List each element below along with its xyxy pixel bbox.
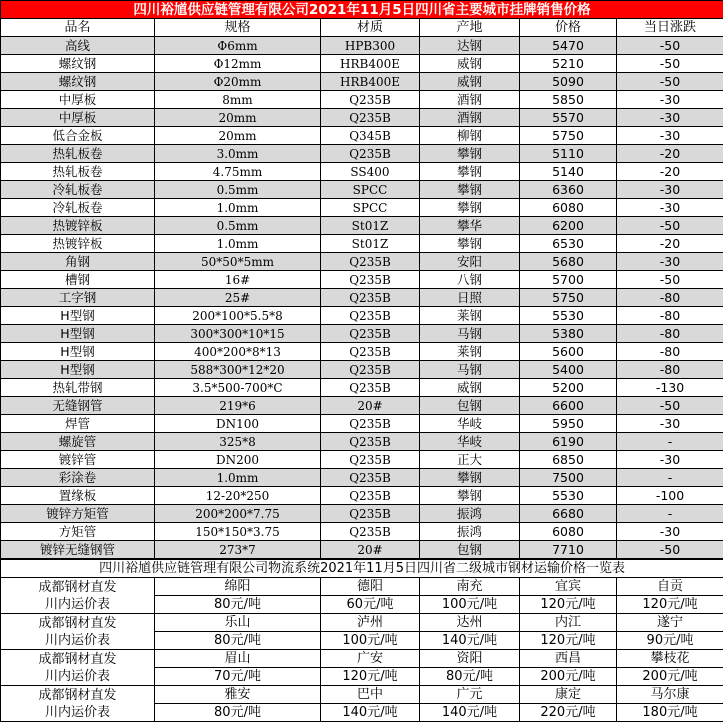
freight-price: 140元/吨 (420, 632, 520, 650)
table-cell: 219*6 (155, 397, 321, 415)
header-cell: 产地 (420, 19, 520, 37)
table-cell: 50*50*5mm (155, 253, 321, 271)
table-cell: 0.5mm (155, 217, 321, 235)
table-cell: 5210 (520, 55, 617, 73)
freight-price: 80元/吨 (155, 596, 321, 614)
table-cell: Φ6mm (155, 37, 321, 55)
table-cell: -30 (617, 181, 723, 199)
table-cell: HRB400E (321, 55, 420, 73)
freight-label-line1: 成都钢材直发 (1, 651, 154, 668)
table-cell: 酒钢 (420, 91, 520, 109)
table-cell: H型钢 (1, 325, 155, 343)
table-cell: - (617, 505, 723, 523)
table-cell: 振鸿 (420, 505, 520, 523)
table-cell: 低合金板 (1, 127, 155, 145)
freight-city: 内江 (520, 614, 617, 632)
table-cell: 6360 (520, 181, 617, 199)
table-cell: Q235B (321, 271, 420, 289)
table-cell: Q235B (321, 109, 420, 127)
freight-city: 康定 (520, 686, 617, 704)
table-cell: 威钢 (420, 73, 520, 91)
table-cell: -30 (617, 109, 723, 127)
table-cell: -30 (617, 523, 723, 541)
table-cell: 攀钢 (420, 487, 520, 505)
table-cell: 273*7 (155, 541, 321, 559)
table-row (1, 271, 723, 289)
freight-price: 180元/吨 (617, 704, 723, 722)
table-cell: 5750 (520, 289, 617, 307)
table-cell: 柳钢 (420, 127, 520, 145)
table-cell: 25# (155, 289, 321, 307)
table-cell: -30 (617, 451, 723, 469)
header-cell: 品名 (1, 19, 155, 37)
table-cell: 16# (155, 271, 321, 289)
table-cell: 角钢 (1, 253, 155, 271)
table-cell: 日照 (420, 289, 520, 307)
table-cell: 彩涂卷 (1, 469, 155, 487)
table-cell: 200*200*7.75 (155, 505, 321, 523)
table-row (1, 307, 723, 325)
table-row (1, 415, 723, 433)
table-cell: 攀钢 (420, 235, 520, 253)
table-cell: -130 (617, 379, 723, 397)
table-cell: 4.75mm (155, 163, 321, 181)
table-cell: 莱钢 (420, 343, 520, 361)
table-row (1, 397, 723, 415)
freight-city: 雅安 (155, 686, 321, 704)
header-cell: 当日涨跌 (617, 19, 723, 37)
table-cell: DN200 (155, 451, 321, 469)
freight-row-label (1, 686, 155, 722)
freight-city: 自贡 (617, 578, 723, 596)
freight-city-row (1, 686, 723, 704)
table-cell: 攀钢 (420, 145, 520, 163)
freight-price: 140元/吨 (321, 704, 420, 722)
freight-label-line1: 成都钢材直发 (1, 615, 154, 632)
table-cell: 6850 (520, 451, 617, 469)
freight-price: 80元/吨 (420, 668, 520, 686)
freight-price: 80元/吨 (155, 632, 321, 650)
table-cell: 6200 (520, 217, 617, 235)
table-cell: 588*300*12*20 (155, 361, 321, 379)
table-cell: 5110 (520, 145, 617, 163)
table-cell: HPB300 (321, 37, 420, 55)
table-cell: 5850 (520, 91, 617, 109)
table-cell: -20 (617, 235, 723, 253)
table-cell: SS400 (321, 163, 420, 181)
table-cell: -50 (617, 271, 723, 289)
freight-city: 眉山 (155, 650, 321, 668)
table-cell: 5530 (520, 307, 617, 325)
table-row (1, 541, 723, 559)
table-cell: 冷轧板卷 (1, 199, 155, 217)
table-row (1, 127, 723, 145)
table-cell: 6080 (520, 199, 617, 217)
table-cell: 8mm (155, 91, 321, 109)
table-cell: 5570 (520, 109, 617, 127)
table-cell: 6680 (520, 505, 617, 523)
table-cell: Q235B (321, 145, 420, 163)
header-cell: 材质 (321, 19, 420, 37)
table-cell: Q235B (321, 253, 420, 271)
table-cell: -50 (617, 217, 723, 235)
table-cell: -80 (617, 289, 723, 307)
table-cell: Q235B (321, 523, 420, 541)
table-row (1, 325, 723, 343)
freight-label-line2: 川内运价表 (1, 668, 154, 685)
table-cell: 1.0mm (155, 469, 321, 487)
table-cell: 12-20*250 (155, 487, 321, 505)
table-cell: 6190 (520, 433, 617, 451)
table-cell: Q235B (321, 343, 420, 361)
table-cell: -100 (617, 487, 723, 505)
table-cell: Q235B (321, 451, 420, 469)
table-cell: 华岐 (420, 433, 520, 451)
table-cell: 5200 (520, 379, 617, 397)
freight-city: 资阳 (420, 650, 520, 668)
table-cell: Q235B (321, 91, 420, 109)
freight-city: 遂宁 (617, 614, 723, 632)
table-cell: Q235B (321, 415, 420, 433)
table-row (1, 145, 723, 163)
freight-price: 200元/吨 (617, 668, 723, 686)
table-cell: St01Z (321, 235, 420, 253)
table-row (1, 487, 723, 505)
table-cell: Q235B (321, 379, 420, 397)
table-cell: 325*8 (155, 433, 321, 451)
table-cell: Q235B (321, 307, 420, 325)
table-cell: 热轧板卷 (1, 145, 155, 163)
table-cell: 威钢 (420, 55, 520, 73)
freight-label-line2: 川内运价表 (1, 632, 154, 649)
table-cell: 20mm (155, 109, 321, 127)
table-cell: -30 (617, 253, 723, 271)
table-cell: 5950 (520, 415, 617, 433)
table-row (1, 505, 723, 523)
freight-city: 德阳 (321, 578, 420, 596)
table-row (1, 181, 723, 199)
table-cell: 200*100*5.5*8 (155, 307, 321, 325)
table-row (1, 163, 723, 181)
table-cell: 螺旋管 (1, 433, 155, 451)
table-cell: St01Z (321, 217, 420, 235)
table-row (1, 523, 723, 541)
table-cell: 焊管 (1, 415, 155, 433)
freight-table (0, 559, 723, 722)
table-cell: 威钢 (420, 379, 520, 397)
freight-city-row (1, 578, 723, 596)
table-cell: 槽钢 (1, 271, 155, 289)
table-cell: 镀锌无缝钢管 (1, 541, 155, 559)
freight-price: 220元/吨 (520, 704, 617, 722)
freight-city: 南充 (420, 578, 520, 596)
table-cell: 攀华 (420, 217, 520, 235)
table-cell: -50 (617, 397, 723, 415)
table-cell: 6600 (520, 397, 617, 415)
table-cell: H型钢 (1, 307, 155, 325)
table-cell: 5470 (520, 37, 617, 55)
freight-city: 绵阳 (155, 578, 321, 596)
table-cell: 5380 (520, 325, 617, 343)
freight-price: 90元/吨 (617, 632, 723, 650)
price-table-header (1, 19, 723, 37)
table-cell: 1.0mm (155, 199, 321, 217)
table-cell: -80 (617, 325, 723, 343)
table-cell: -20 (617, 145, 723, 163)
table-cell: 安阳 (420, 253, 520, 271)
table-cell: 20mm (155, 127, 321, 145)
table-cell: -80 (617, 343, 723, 361)
table-cell: 镀锌方矩管 (1, 505, 155, 523)
table-cell: 热镀锌板 (1, 217, 155, 235)
freight-price: 100元/吨 (420, 596, 520, 614)
table-cell: -30 (617, 199, 723, 217)
table-cell: 150*150*3.75 (155, 523, 321, 541)
table-cell: 1.0mm (155, 235, 321, 253)
table-cell: 5680 (520, 253, 617, 271)
header-cell: 规格 (155, 19, 321, 37)
table-cell: H型钢 (1, 343, 155, 361)
table-cell: 5750 (520, 127, 617, 145)
freight-city: 泸州 (321, 614, 420, 632)
table-cell: 达钢 (420, 37, 520, 55)
freight-price: 100元/吨 (321, 632, 420, 650)
table-cell: 热轧带钢 (1, 379, 155, 397)
table-cell: 3.5*500-700*C (155, 379, 321, 397)
freight-row-label (1, 614, 155, 650)
table-row (1, 73, 723, 91)
table-cell: 攀钢 (420, 181, 520, 199)
freight-price: 140元/吨 (420, 704, 520, 722)
table-cell: 酒钢 (420, 109, 520, 127)
table-cell: - (617, 433, 723, 451)
freight-label-line2: 川内运价表 (1, 596, 154, 613)
freight-price: 80元/吨 (155, 704, 321, 722)
table-row (1, 361, 723, 379)
table-cell: -50 (617, 541, 723, 559)
table-cell: -30 (617, 415, 723, 433)
table-row (1, 343, 723, 361)
table-row (1, 289, 723, 307)
freight-city-row (1, 614, 723, 632)
table-cell: 20# (321, 397, 420, 415)
table-cell: 中厚板 (1, 109, 155, 127)
table-cell: 攀钢 (420, 199, 520, 217)
freight-price: 200元/吨 (520, 668, 617, 686)
freight-city: 西昌 (520, 650, 617, 668)
table-cell: -20 (617, 163, 723, 181)
table-cell: 0.5mm (155, 181, 321, 199)
table-cell: 工字钢 (1, 289, 155, 307)
freight-label-line1: 成都钢材直发 (1, 687, 154, 704)
table-cell: Q345B (321, 127, 420, 145)
table-cell: Q235B (321, 469, 420, 487)
freight-price: 60元/吨 (321, 596, 420, 614)
table-cell: 5400 (520, 361, 617, 379)
freight-city: 乐山 (155, 614, 321, 632)
table-cell: HRB400E (321, 73, 420, 91)
table-row (1, 451, 723, 469)
table-row (1, 55, 723, 73)
table-cell: 马钢 (420, 325, 520, 343)
table-row (1, 217, 723, 235)
table-cell: 攀钢 (420, 469, 520, 487)
table-cell: 镀锌管 (1, 451, 155, 469)
table-cell: 高线 (1, 37, 155, 55)
price-table-title: 四川裕馗供应链管理有限公司2021年11月5日四川省主要城市挂牌销售价格 (1, 1, 723, 19)
table-cell: Q235B (321, 289, 420, 307)
freight-price: 120元/吨 (520, 596, 617, 614)
freight-city: 广安 (321, 650, 420, 668)
freight-price: 120元/吨 (617, 596, 723, 614)
freight-label-line2: 川内运价表 (1, 704, 154, 721)
table-cell: -50 (617, 55, 723, 73)
table-row (1, 235, 723, 253)
table-cell: 300*300*10*15 (155, 325, 321, 343)
freight-row-label (1, 650, 155, 686)
table-cell: Q235B (321, 505, 420, 523)
table-cell: 5090 (520, 73, 617, 91)
header-cell: 价格 (520, 19, 617, 37)
table-cell: 热镀锌板 (1, 235, 155, 253)
table-cell: 400*200*8*13 (155, 343, 321, 361)
table-cell: Q235B (321, 433, 420, 451)
table-cell: DN100 (155, 415, 321, 433)
table-cell: 无缝钢管 (1, 397, 155, 415)
table-cell: 冷轧板卷 (1, 181, 155, 199)
table-cell: Φ20mm (155, 73, 321, 91)
table-cell: 5600 (520, 343, 617, 361)
freight-row-label (1, 578, 155, 614)
table-row (1, 91, 723, 109)
freight-city: 宜宾 (520, 578, 617, 596)
table-cell: Φ12mm (155, 55, 321, 73)
table-cell: 6530 (520, 235, 617, 253)
table-cell: H型钢 (1, 361, 155, 379)
table-cell: 置缘板 (1, 487, 155, 505)
table-cell: 7710 (520, 541, 617, 559)
table-cell: - (617, 469, 723, 487)
table-cell: 热轧板卷 (1, 163, 155, 181)
table-cell: -50 (617, 73, 723, 91)
table-cell: 5530 (520, 487, 617, 505)
table-cell: 华岐 (420, 415, 520, 433)
table-cell: 方矩管 (1, 523, 155, 541)
table-cell: -80 (617, 307, 723, 325)
table-row (1, 433, 723, 451)
table-row (1, 37, 723, 55)
table-row (1, 199, 723, 217)
table-cell: 6080 (520, 523, 617, 541)
freight-table-title: 四川裕馗供应链管理有限公司物流系统2021年11月5日四川省二级城市钢材运输价格一览表 (1, 560, 723, 578)
table-cell: 中厚板 (1, 91, 155, 109)
table-row (1, 469, 723, 487)
table-row (1, 253, 723, 271)
table-cell: -50 (617, 37, 723, 55)
table-cell: 7500 (520, 469, 617, 487)
freight-price: 120元/吨 (321, 668, 420, 686)
freight-city: 马尔康 (617, 686, 723, 704)
table-cell: 3.0mm (155, 145, 321, 163)
table-cell: -30 (617, 91, 723, 109)
table-cell: 马钢 (420, 361, 520, 379)
table-cell: 攀钢 (420, 163, 520, 181)
table-cell: 螺纹钢 (1, 55, 155, 73)
table-cell: 螺纹钢 (1, 73, 155, 91)
table-cell: Q235B (321, 487, 420, 505)
table-cell: 5140 (520, 163, 617, 181)
table-cell: 包钢 (420, 397, 520, 415)
freight-price: 120元/吨 (520, 632, 617, 650)
freight-price: 70元/吨 (155, 668, 321, 686)
table-row (1, 109, 723, 127)
table-cell: 包钢 (420, 541, 520, 559)
table-cell: 正大 (420, 451, 520, 469)
table-cell: Q235B (321, 361, 420, 379)
table-cell: 20# (321, 541, 420, 559)
table-cell: 振鸿 (420, 523, 520, 541)
table-cell: -80 (617, 361, 723, 379)
table-row (1, 379, 723, 397)
freight-city: 攀枝花 (617, 650, 723, 668)
table-cell: SPCC (321, 181, 420, 199)
freight-city: 巴中 (321, 686, 420, 704)
table-cell: -30 (617, 127, 723, 145)
table-cell: SPCC (321, 199, 420, 217)
table-cell: Q235B (321, 325, 420, 343)
freight-city: 广元 (420, 686, 520, 704)
freight-label-line1: 成都钢材直发 (1, 579, 154, 596)
freight-city: 达州 (420, 614, 520, 632)
table-cell: 八钢 (420, 271, 520, 289)
table-cell: 莱钢 (420, 307, 520, 325)
freight-city-row (1, 650, 723, 668)
table-cell: 5700 (520, 271, 617, 289)
